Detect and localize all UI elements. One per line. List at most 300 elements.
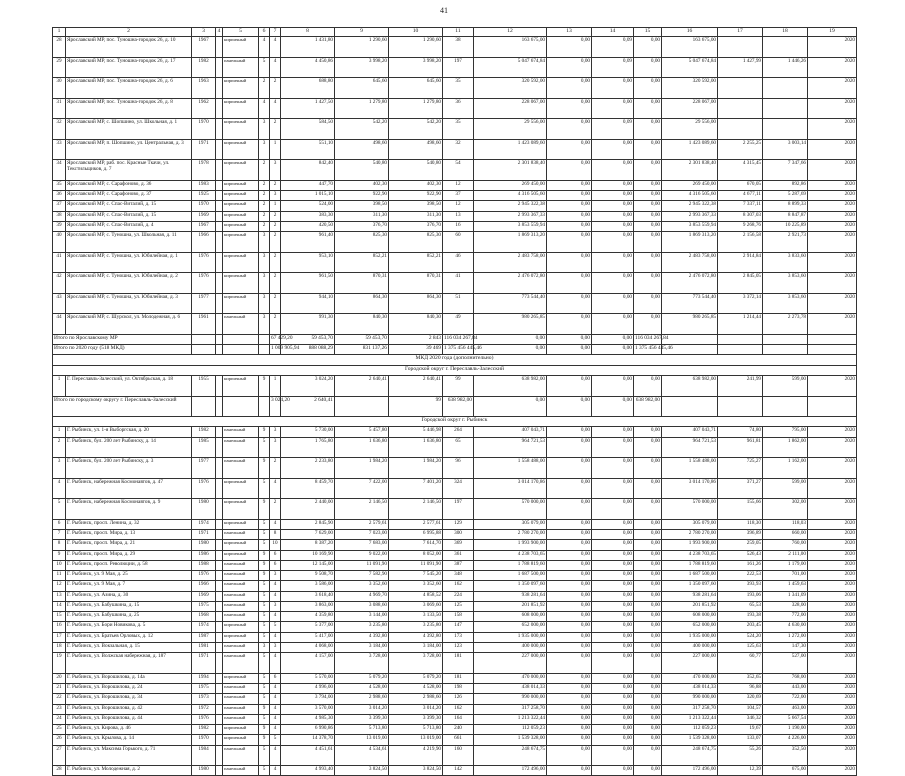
table-cell: 2 640,41	[281, 396, 335, 417]
table-cell: 0,00	[634, 653, 662, 674]
table-cell: 773 544,40	[474, 293, 547, 314]
table-cell: 4 630,00	[763, 622, 808, 632]
table-cell: 2 440,00	[281, 499, 335, 520]
table-cell: Ярославский МР, с. Шурскол, ул. Молодежная, д. 6	[66, 314, 192, 335]
table-cell: 1975	[192, 684, 216, 694]
table-cell: 1 869 313,20	[474, 232, 547, 253]
table-cell: 0,00	[547, 612, 592, 622]
table-cell: 3 352,60	[389, 581, 443, 591]
table-cell-empty	[216, 704, 223, 714]
table-cell: 317 258,70	[474, 704, 547, 714]
table-cell: 22	[53, 694, 66, 704]
table-cell: 2020	[808, 684, 857, 694]
table-cell: 160	[443, 745, 474, 766]
table-cell: 320,69	[718, 694, 763, 704]
table-cell: 4	[270, 519, 281, 529]
table-cell	[718, 345, 763, 355]
table-cell: 4 315,45	[718, 160, 763, 181]
total-row	[53, 396, 857, 417]
table-cell: 3 014,20	[389, 704, 443, 714]
table-row	[53, 653, 857, 674]
table-cell: 3 372,14	[718, 293, 763, 314]
table-cell-empty	[216, 293, 223, 314]
table-cell	[718, 98, 763, 119]
table-cell: 5 570,00	[281, 673, 335, 683]
table-cell: 599,00	[763, 478, 808, 499]
table-cell: 0,00	[592, 78, 634, 99]
table-cell: 3	[259, 119, 270, 140]
table-cell: 0,00	[634, 581, 662, 591]
table-row	[53, 519, 857, 529]
table-cell-empty	[216, 273, 223, 294]
table-cell: 0,00	[592, 273, 634, 294]
table-cell: 0,00	[634, 499, 662, 520]
table-cell: 0,00	[547, 119, 592, 140]
table-cell: 2020	[808, 519, 857, 529]
table-cell	[192, 396, 216, 417]
table-cell: 222,53	[718, 571, 763, 581]
table-cell: 0,00	[547, 160, 592, 181]
table-cell: Ярославский МР, раб. пос. Красные Ткачи, ул. Текстильщиков, д. 7	[66, 160, 192, 181]
table-cell: 1 788 819,60	[474, 560, 547, 570]
table-cell: 5	[259, 745, 270, 766]
table-cell: 701,00	[763, 571, 808, 581]
table-cell: 2	[270, 273, 281, 294]
table-cell: 1971	[192, 530, 216, 540]
table-cell: 2 233,80	[281, 458, 335, 479]
section-header-row	[53, 355, 857, 365]
table-cell: 16	[53, 622, 66, 632]
table-cell: 224	[443, 591, 474, 601]
table-cell: 0,00	[547, 139, 592, 160]
table-cell: Итого по 2020 году (518 МКД)	[53, 345, 192, 355]
table-cell: 19	[808, 28, 857, 37]
table-cell: 825,30	[389, 232, 443, 253]
table-cell: 722,00	[763, 694, 808, 704]
table-cell: 1 279,80	[335, 98, 389, 119]
table-cell: 26	[53, 735, 66, 745]
table-cell: 0,00	[547, 345, 592, 355]
table-cell: 1 375 456 445,46	[443, 345, 474, 355]
table-cell: 944,10	[281, 293, 335, 314]
table-cell: панельный	[223, 766, 259, 776]
table-cell: панельный	[223, 427, 259, 437]
table-cell: 6	[259, 28, 270, 37]
table-cell: 129	[443, 519, 474, 529]
table-cell: 9	[259, 704, 270, 714]
table-cell: 5 730,00	[281, 427, 335, 437]
table-cell: 990 000,00	[474, 694, 547, 704]
table-cell: 32	[53, 119, 66, 140]
table-cell: 2020	[808, 37, 857, 58]
table-cell: 328,00	[763, 601, 808, 611]
table-cell: 0,00	[634, 622, 662, 632]
table-cell	[763, 334, 808, 344]
table-cell: Ярославский МР, с. Сарафоново, д. 37	[66, 191, 192, 201]
table-cell: 407 043,71	[474, 427, 547, 437]
table-cell: 1986	[192, 550, 216, 560]
table-cell: 8 052,00	[389, 550, 443, 560]
table-cell-empty	[216, 180, 223, 190]
table-cell: 2020	[808, 180, 857, 190]
table-cell: 37	[443, 191, 474, 201]
table-cell: 0,00	[634, 684, 662, 694]
table-cell: 2020	[808, 458, 857, 479]
table-cell: 1976	[192, 571, 216, 581]
table-cell: 6	[270, 560, 281, 570]
table-cell: 12,39	[718, 766, 763, 776]
table-cell: 4	[270, 98, 281, 119]
table-cell: 393,93	[718, 581, 763, 591]
table-cell: 0,00	[634, 601, 662, 611]
total-row	[53, 334, 857, 344]
table-cell: 922,90	[335, 191, 389, 201]
table-cell: 2020	[808, 437, 857, 458]
table-cell: 3	[270, 427, 281, 437]
table-cell: Ярославский МР, с. Спас-Виталий, д. 4	[66, 221, 192, 231]
table-cell: 16	[443, 221, 474, 231]
table-cell: 0,09	[592, 57, 634, 78]
total-row	[53, 345, 857, 355]
table-cell: кирпичный	[223, 478, 259, 499]
table-row	[53, 191, 857, 201]
table-cell: 228 067,00	[662, 98, 718, 119]
table-cell: 1 539 328,00	[662, 735, 718, 745]
table-cell: 2 476 072,80	[662, 273, 718, 294]
table-cell: 11	[443, 28, 474, 37]
table-cell: 5 667,54	[763, 714, 808, 724]
table-cell-empty	[216, 252, 223, 273]
table-cell: 3 014 170,86	[474, 478, 547, 499]
table-cell: 0,00	[634, 519, 662, 529]
table-cell: 1	[53, 375, 66, 396]
table-cell: 1 984,20	[335, 458, 389, 479]
table-cell: панельный	[223, 571, 259, 581]
table-cell: 402,30	[389, 180, 443, 190]
table-cell: 1984	[192, 745, 216, 766]
table-cell: 0,00	[634, 571, 662, 581]
table-cell: 269 450,00	[474, 180, 547, 190]
table-cell: 0,00	[592, 519, 634, 529]
table-row	[53, 673, 857, 683]
table-cell: Ярославский МР, п. Шопшино, ул. Центральная, д. 3	[66, 139, 192, 160]
table-cell-empty	[216, 499, 223, 520]
table-cell: 3 618,40	[281, 591, 335, 601]
table-cell: 1 423 089,60	[662, 139, 718, 160]
table-cell: 9	[259, 560, 270, 570]
table-cell: 2020	[808, 273, 857, 294]
table-row	[53, 314, 857, 335]
table-cell	[808, 334, 857, 344]
table-cell: 352,50	[763, 745, 808, 766]
table-cell: 0,00	[547, 375, 592, 396]
table-cell-empty	[216, 725, 223, 735]
table-cell: 1 869 313,20	[662, 232, 718, 253]
table-cell: 5	[259, 714, 270, 724]
table-cell: 2 577,61	[389, 519, 443, 529]
table-row	[53, 37, 857, 58]
table-cell: 1 009 905,94	[270, 345, 281, 355]
table-cell: 773 544,40	[662, 293, 718, 314]
table-cell: 1994	[192, 673, 216, 683]
table-cell: Г. Рыбинск, ул. Ворошилова, д. 42	[66, 704, 192, 714]
table-cell: 1 279,80	[389, 98, 443, 119]
table-cell: 2020	[808, 499, 857, 520]
table-cell: 0,00	[547, 293, 592, 314]
table-cell-empty	[216, 550, 223, 560]
table-cell: 0,00	[634, 293, 662, 314]
table-cell: 4 226,00	[763, 735, 808, 745]
table-cell: 1969	[192, 211, 216, 221]
table-cell: 7	[270, 28, 281, 37]
table-cell: 2020	[808, 314, 857, 335]
table-cell: 7 337,11	[718, 201, 763, 211]
table-cell	[223, 345, 259, 355]
table-cell: 227 000,00	[662, 653, 718, 674]
table-cell: 1 993 900,00	[662, 540, 718, 550]
table-cell: 11 091,90	[389, 560, 443, 570]
table-cell: 361	[443, 550, 474, 560]
table-cell: 8	[281, 28, 335, 37]
table-cell: 3 728,00	[389, 653, 443, 674]
table-row	[53, 622, 857, 632]
table-cell: 10	[53, 560, 66, 570]
table-cell: 2020	[808, 293, 857, 314]
table-cell: 5	[259, 694, 270, 704]
table-cell: 3 853,60	[763, 293, 808, 314]
table-cell: 5 079,20	[335, 673, 389, 683]
table-cell: 0,00	[634, 540, 662, 550]
table-cell: Г. Рыбинск, ул. 9 Мая, д. 7	[66, 581, 192, 591]
table-cell: 0,00	[592, 704, 634, 714]
table-cell: 4	[270, 653, 281, 674]
table-cell: 4 219,90	[389, 745, 443, 766]
table-cell: 3 014,20	[335, 704, 389, 714]
table-cell: 9	[259, 499, 270, 520]
table-cell: 2 993 367,33	[662, 211, 718, 221]
table-cell: 638 982,00	[443, 396, 474, 417]
table-cell: 12	[443, 180, 474, 190]
table-cell: 0,00	[592, 622, 634, 632]
table-cell: 5	[259, 601, 270, 611]
table-cell: Ярославский МР, пос. Туношна-городок 26, д. 17	[66, 57, 192, 78]
table-cell: 0,00	[547, 653, 592, 674]
table-cell: 1 539 328,00	[474, 735, 547, 745]
table-cell: 59 453,70	[335, 334, 389, 344]
table-cell: 5	[259, 57, 270, 78]
table-cell: 0,00	[592, 745, 634, 766]
table-cell: 3 824,50	[335, 766, 389, 776]
table-cell: кирпичный	[223, 499, 259, 520]
table-cell: 3 863,00	[281, 601, 335, 611]
table-cell: 3	[259, 139, 270, 160]
table-cell: 38	[53, 211, 66, 221]
table-cell: 96,88	[718, 684, 763, 694]
table-cell: 5	[259, 437, 270, 458]
table-cell: 400 000,00	[662, 642, 718, 652]
table-cell: 7 614,70	[389, 540, 443, 550]
table-cell: кирпичный	[223, 232, 259, 253]
table-cell: 369	[443, 540, 474, 550]
table-cell: 0,00	[634, 632, 662, 642]
table-cell: 39 469	[389, 345, 443, 355]
table-cell-empty	[216, 201, 223, 211]
table-cell: 37	[53, 201, 66, 211]
table-cell: 0,00	[634, 673, 662, 683]
table-cell: 2020	[808, 478, 857, 499]
table-cell: 0,00	[547, 478, 592, 499]
table-cell: 12	[53, 581, 66, 591]
table-cell: 0,00	[547, 314, 592, 335]
table-cell: 42	[53, 273, 66, 294]
table-cell: 5 713,80	[389, 725, 443, 735]
table-cell: 4	[270, 591, 281, 601]
table-cell: 19	[53, 653, 66, 674]
table-cell: 2 476 072,80	[474, 273, 547, 294]
table-cell: 5	[259, 612, 270, 622]
table-cell: 30	[53, 78, 66, 99]
table-cell: 324	[443, 478, 474, 499]
table-cell: 1976	[192, 273, 216, 294]
table-cell: 961,50	[281, 273, 335, 294]
table-cell: 1 423 089,60	[474, 139, 547, 160]
table-cell: 5	[53, 499, 66, 520]
table-cell: 2	[270, 293, 281, 314]
table-cell: 1966	[192, 232, 216, 253]
table-cell: 570 000,00	[474, 499, 547, 520]
table-cell: 661	[443, 735, 474, 745]
table-cell: 1 162,00	[763, 458, 808, 479]
table-cell-empty	[216, 581, 223, 591]
table-cell: кирпичный	[223, 293, 259, 314]
table-cell: 4 677,11	[718, 191, 763, 201]
table-cell: 1961	[192, 314, 216, 335]
table-cell: 4 238 703,65	[662, 550, 718, 560]
table-cell: 540,80	[389, 160, 443, 181]
table-cell-empty	[216, 519, 223, 529]
table-cell: 892,86	[763, 180, 808, 190]
table-cell: 5	[259, 530, 270, 540]
table-cell: 1 375 456 445,46	[634, 345, 662, 355]
table-cell: 0,00	[634, 437, 662, 458]
table-cell: 0,00	[474, 334, 547, 344]
table-cell: 10	[389, 28, 443, 37]
table-cell: 3 024,20	[270, 396, 281, 417]
table-cell: 0,00	[592, 591, 634, 601]
table-cell	[662, 396, 718, 417]
table-cell: 20	[53, 673, 66, 683]
table-cell: 870,31	[389, 273, 443, 294]
table-cell: 0,00	[634, 191, 662, 201]
table-cell: 0,00	[547, 57, 592, 78]
table-cell: 3 184,00	[389, 642, 443, 652]
table-cell: 3 399,30	[335, 714, 389, 724]
table-cell: 7 582,90	[335, 571, 389, 581]
table-cell: 4	[216, 28, 223, 37]
table-cell: 725,27	[718, 458, 763, 479]
table-cell: 0,00	[634, 201, 662, 211]
table-cell: Г. Рыбинск, ул. 9 Мая, д. 25	[66, 571, 192, 581]
table-cell: 3	[259, 314, 270, 335]
table-cell: 2020	[808, 191, 857, 201]
table-cell: 0,09	[592, 119, 634, 140]
table-cell: 2020	[808, 642, 857, 652]
table-cell: кирпичный	[223, 519, 259, 529]
table-row	[53, 571, 857, 581]
table-cell: 4	[270, 632, 281, 642]
table-cell: 201 851,92	[474, 601, 547, 611]
table-cell: 0,00	[592, 653, 634, 674]
table-cell: 0,00	[634, 550, 662, 560]
table-cell: 2020	[808, 560, 857, 570]
table-cell: Г. Рыбинск, бул. 200 лет Рыбинску, д. 3	[66, 458, 192, 479]
table-cell: 31	[53, 98, 66, 119]
table-cell: 864,30	[389, 293, 443, 314]
table-cell: 3 998,20	[335, 57, 389, 78]
table-cell: Итого по городскому округу г. Переславль-Залесский	[53, 396, 192, 417]
table-cell: 6	[53, 519, 66, 529]
table-cell: 0,00	[592, 581, 634, 591]
table-cell: 2	[270, 458, 281, 479]
table-cell: 0,00	[634, 314, 662, 335]
table-cell: 2	[270, 499, 281, 520]
table-cell: 5	[259, 766, 270, 776]
table-cell: Итого по Ярославскому МР	[53, 334, 192, 344]
table-cell: 0,00	[592, 191, 634, 201]
table-cell: 1 272,00	[763, 632, 808, 642]
table-cell: 6 995,88	[389, 530, 443, 540]
table-cell: 5	[259, 632, 270, 642]
table-cell: кирпичный	[223, 160, 259, 181]
table-cell: 14	[592, 28, 634, 37]
table-cell: 1 687 500,00	[474, 571, 547, 581]
table-row	[53, 530, 857, 540]
table-cell: 540,80	[335, 160, 389, 181]
table-cell: 652 000,00	[662, 622, 718, 632]
table-cell: 6	[270, 673, 281, 683]
table-cell: 0,00	[547, 180, 592, 190]
table-cell: 4 316 505,60	[662, 191, 718, 201]
table-cell: 953,10	[281, 252, 335, 273]
table-cell: 1976	[192, 252, 216, 273]
table-cell: 302,00	[763, 499, 808, 520]
table-cell	[718, 119, 763, 140]
table-cell: 5 287,69	[763, 191, 808, 201]
table-cell: 5	[223, 28, 259, 37]
table-cell: 1925	[192, 191, 216, 201]
table-cell: 2 640,41	[335, 375, 389, 396]
table-row	[53, 735, 857, 745]
table-cell: 348	[443, 571, 474, 581]
table-cell: 2020	[808, 725, 857, 735]
table-cell: 0,00	[547, 601, 592, 611]
table-cell: 3	[259, 273, 270, 294]
table-cell	[763, 37, 808, 58]
table-cell: 1 636,80	[389, 437, 443, 458]
table-cell: 228 067,00	[474, 98, 547, 119]
table-cell-empty	[216, 735, 223, 745]
table-cell: 40	[53, 232, 66, 253]
table-cell: 0,00	[634, 458, 662, 479]
table-cell: 147	[443, 622, 474, 632]
table-cell: 1 350 097,60	[474, 581, 547, 591]
table-cell: Ярославский МР, с. Сарафоново, д. 36	[66, 180, 192, 190]
table-cell: 3	[270, 601, 281, 611]
table-cell: 1 984,20	[389, 458, 443, 479]
table-cell: 4	[270, 725, 281, 735]
table-cell: 0,00	[634, 612, 662, 622]
table-cell: 1 446,26	[763, 57, 808, 78]
